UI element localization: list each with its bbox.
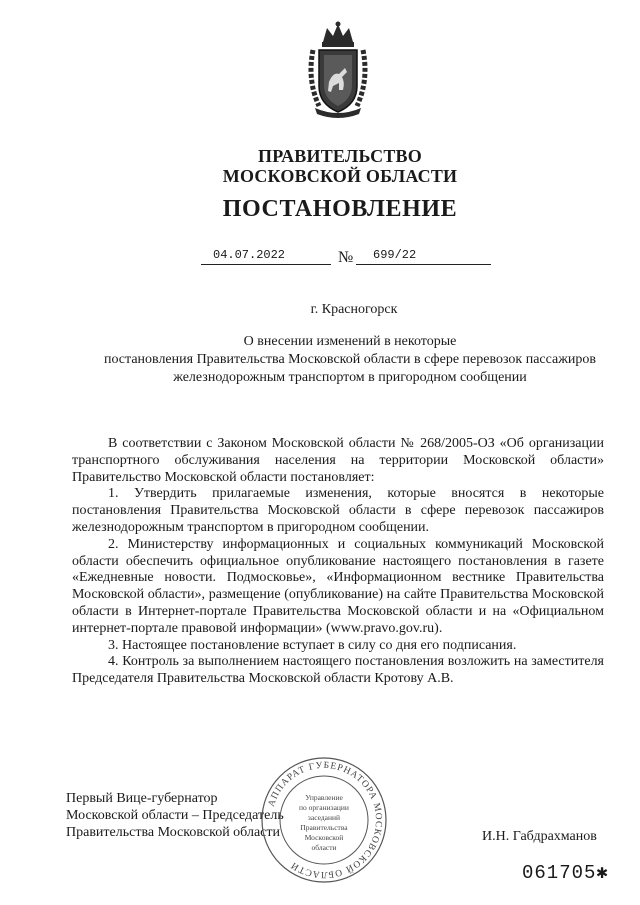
- signatory-position-line2: Московской области – Председатель: [66, 807, 284, 823]
- official-stamp: [258, 754, 390, 886]
- serial-number: [522, 861, 609, 884]
- document-type-heading: ПОСТАНОВЛЕНИЕ: [222, 196, 458, 222]
- number-underline: [356, 264, 491, 265]
- government-name-line1: ПРАВИТЕЛЬСТВО: [258, 146, 422, 166]
- stamp-inner-line5: Московской: [304, 833, 344, 842]
- serial-asterisk-icon: ✱: [596, 862, 609, 884]
- serial-number-value: 061705: [522, 862, 597, 884]
- signatory-name: И.Н. Габдрахманов: [482, 829, 597, 844]
- stamp-inner-line4: Правительства: [300, 823, 348, 832]
- clause-2: 2. Министерству информационных и социальных коммуникаций Московской области обеспечить официальное опубликование настоящего постановления в газете «Ежедневные новости. Подмосковье», «Информационном вестнике Правительства Московской области», размещение (опубликование) на сайте Правительства Московской области в Интернет-портале Правительства Московской области и на «Официальном интернет-портале правовой информации» (www.pravo.gov.ru).: [72, 536, 604, 636]
- clause-4: 4. Контроль за выполнением настоящего постановления возложить на заместителя Председателя Правительства Московской области Кротову А.В.: [72, 654, 604, 687]
- signatory-position-line1: Первый Вице-губернатор: [66, 791, 218, 806]
- stamp-inner-line6: области: [311, 843, 337, 852]
- document-title-line2: постановления Правительства Московской области в сфере перевозок пассажиров: [103, 352, 597, 367]
- stamp-inner-line1: Управление: [305, 793, 343, 802]
- stamp-outer-text: АППАРАТ ГУБЕРНАТОРА МОСКОВСКОЙ ОБЛАСТИ: [266, 760, 384, 880]
- city-line: г. Красногорск: [310, 302, 398, 317]
- document-title-line1: О внесении изменений в некоторые: [243, 334, 457, 349]
- document-number: 699/22: [373, 248, 417, 262]
- stamp-inner-line3: заседаний: [307, 813, 341, 822]
- preamble-paragraph: В соответствии с Законом Московской области № 268/2005-ОЗ «Об организации транспортного обслуживания населения на территории Московской области» Правительство Московской области постановляет:: [72, 436, 604, 485]
- signatory-position-line3: Правительства Московской области: [66, 824, 280, 840]
- clause-1: 1. Утвердить прилагаемые изменения, которые вносятся в некоторые постановления Правительства Московской области в сфере перевозок пассажиров железнодорожным транспортом в пригородном сообщении.: [72, 486, 604, 535]
- coat-of-arms-emblem: [305, 20, 371, 118]
- government-name-line2: МОСКОВСКОЙ ОБЛАСТИ: [222, 166, 458, 186]
- document-date: 04.07.2022: [213, 248, 286, 262]
- stamp-inner-line2: по организации: [299, 803, 349, 812]
- document-title-line3: железнодорожным транспортом в пригородном сообщении: [173, 370, 527, 385]
- clause-3: 3. Настоящее постановление вступает в силу со дня его подписания.: [108, 637, 517, 653]
- document-body: [72, 436, 604, 688]
- date-underline: [201, 264, 331, 265]
- signatory-position: [66, 791, 284, 841]
- number-sign: №: [338, 249, 354, 266]
